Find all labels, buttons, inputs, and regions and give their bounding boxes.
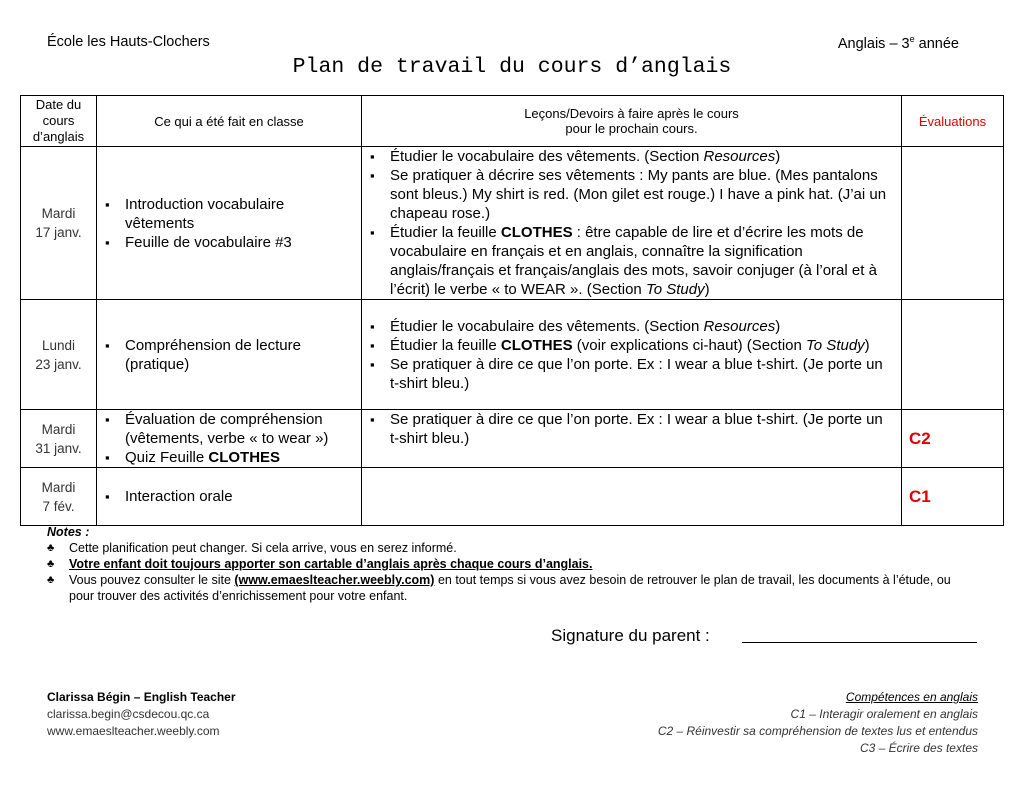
todo-item: ▪ Se pratiquer à dire ce que l’on porte. Ex : I wear a blue t-shirt. (Je porte un t-shirt bleu.) [370,355,895,393]
date-day: Mardi [41,206,76,221]
done-cell [97,468,362,526]
header-evaluations: Évaluations [902,96,1004,147]
course-level [838,34,959,52]
todo-item [370,147,895,166]
done-cell [97,147,362,300]
date-day: Lundi [41,337,76,353]
header-todo [362,96,902,147]
date-cell [21,410,97,468]
todo-bold: CLOTHES [500,336,573,354]
done-item: ▪ Compréhension de lecture (pratique) [105,336,355,374]
header-date: Date du cours d’anglais [21,96,97,147]
done-item: ▪ Introduction vocabulaire vêtements [105,195,355,233]
todo-text: ) [775,317,781,335]
note-item: ♣ Votre enfant doit toujours apporter son cartable d’anglais après chaque cours d’anglais. [47,556,977,572]
teacher-contact [47,689,236,740]
done-text: Quiz Feuille [125,449,209,466]
note-item [47,572,977,604]
note-item: ♣ Cette planification peut changer. Si cela arrive, vous en serez informé. [47,540,977,556]
signature-line [742,642,977,643]
todo-item: ▪ Se pratiquer à décrire ses vêtements : My pants are blue. (Mes pantalons sont bleus.) My shirt is red. (Mon gilet est rouge.) I have a pink hat. (J’ai un chapeau rose.) [370,166,895,223]
todo-item [370,317,895,336]
todo-text: ) [864,336,870,354]
table-row [21,410,1004,468]
eval-cell [902,300,1004,410]
date-date: 31 janv. [35,440,82,456]
todo-section: Resources [703,317,776,335]
table-header-row [21,96,1004,147]
todo-text: : être capable de lire et d’écrire les mots de vocabulaire en français et en anglais, connaître la signification anglais/français et français/anglais des mots, savoir conjuger (à l’oral et à l’écrit) le verbe « to WEAR ». (Section [390,224,877,298]
todo-text: ) [704,281,710,298]
eval-cell: C1 [902,468,1004,526]
todo-item [370,336,895,355]
done-item: ▪ Interaction orale [105,487,355,506]
date-date: 7 fév. [42,498,75,514]
done-item [105,448,355,467]
teacher-website: www.emaeslteacher.weebly.com [47,724,220,738]
teacher-email: clarissa.begin@csdecou.qc.ca [47,707,210,721]
table-row [21,147,1004,300]
todo-item [370,223,895,299]
todo-text: ) [775,148,781,165]
todo-text: Étudier la feuille [390,224,501,241]
todo-cell [362,468,902,526]
todo-text: Étudier le vocabulaire des vêtements. (Section [390,317,704,335]
done-item: ▪ Évaluation de compréhension (vêtements, verbe « to wear ») [105,410,355,448]
teacher-name: Clarissa Bégin – English Teacher [47,690,236,704]
date-date: 23 janv. [35,356,82,372]
todo-text: (voir explications ci-haut) (Section [572,336,807,354]
done-cell [97,410,362,468]
todo-section: Resources [703,148,776,165]
todo-bold: CLOTHES [500,224,573,241]
note-text: en tout temps si vous avez besoin de retrouver le plan de travail, les documents à l’étude, ou pour trouver des activités d’enrichissement pour votre enfant. [69,573,951,603]
header-todo-line1: Leçons/Devoirs à faire après le cours [524,106,739,121]
todo-item: ▪ Se pratiquer à dire ce que l’on porte. Ex : I wear a blue t-shirt. (Je porte un t-shirt bleu.) [370,410,895,448]
course-level-suffix: année [914,35,959,52]
done-item: ▪ Feuille de vocabulaire #3 [105,233,355,252]
table-row [21,300,1004,410]
date-cell [21,147,97,300]
todo-section: To Study [806,336,865,354]
competence-item: C2 – Réinvestir sa compréhension de textes lus et entendus [657,724,978,738]
course-level-prefix: Anglais – 3 [837,35,910,52]
date-cell [21,300,97,410]
done-cell [97,300,362,410]
header-todo-line2: pour le prochain cours. [565,121,698,136]
competences-legend [658,689,978,757]
competence-item: C1 – Interagir oralement en anglais [790,707,978,721]
header-done: Ce qui a été fait en classe [97,96,362,147]
signature-label: Signature du parent : [551,626,710,645]
date-day: Mardi [41,421,76,437]
date-cell [21,468,97,526]
course-level-sup: e [909,34,915,44]
todo-section: To Study [645,281,705,298]
website-link[interactable]: (www.emaeslteacher.weebly.com) [234,573,435,587]
notes-title: Notes : [47,525,90,539]
notes-section [47,524,977,604]
table-row [21,468,1004,526]
page-title: Plan de travail du cours d’anglais [292,55,732,79]
competences-title: Compétences en anglais [845,690,978,704]
done-bold: CLOTHES [208,449,281,466]
competence-item: C3 – Écrire des textes [859,741,978,755]
eval-cell [902,147,1004,300]
school-name: École les Hauts-Clochers [47,34,210,50]
date-date: 17 janv. [35,225,82,240]
work-plan-table [20,95,1004,526]
eval-cell: C2 [902,410,1004,468]
note-text: Vous pouvez consulter le site [69,573,235,587]
todo-text: Étudier le vocabulaire des vêtements. (Section [390,148,704,165]
todo-cell [362,147,902,300]
todo-cell [362,300,902,410]
todo-text: Étudier la feuille [390,336,501,354]
todo-cell [362,410,902,468]
date-day: Mardi [41,479,76,495]
